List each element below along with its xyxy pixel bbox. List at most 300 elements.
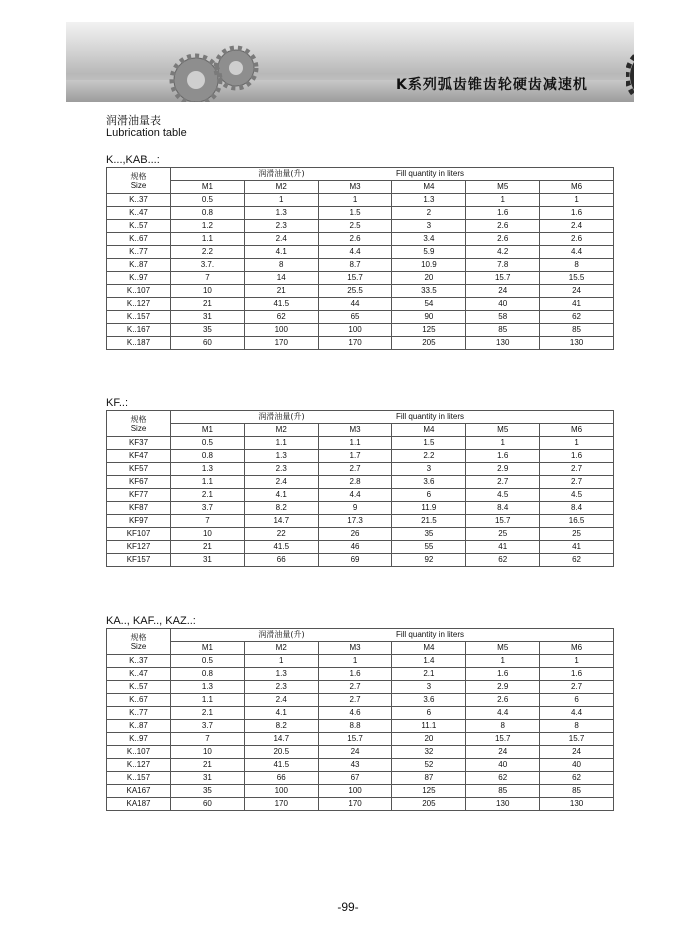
quantity-cell: 2.9 — [466, 681, 540, 694]
quantity-cell: 4.5 — [466, 489, 540, 502]
quantity-cell: 2 — [392, 207, 466, 220]
quantity-cell: 11.9 — [392, 502, 466, 515]
table-row — [107, 324, 614, 337]
col-header-m4: M4 — [392, 642, 466, 655]
quantity-cell: 43 — [318, 759, 392, 772]
quantity-cell: 62 — [244, 311, 318, 324]
size-header — [107, 168, 171, 194]
quantity-cell: 1 — [466, 655, 540, 668]
quantity-cell: 44 — [318, 298, 392, 311]
quantity-cell: 130 — [466, 337, 540, 350]
quantity-cell: 21 — [244, 285, 318, 298]
quantity-cell: 2.4 — [244, 694, 318, 707]
size-header-cn: 规格 — [130, 632, 147, 642]
quantity-cell: 4.4 — [466, 707, 540, 720]
table-row — [107, 463, 614, 476]
quantity-cell: 31 — [171, 311, 245, 324]
quantity-cell: 14.7 — [244, 515, 318, 528]
col-header-m4: M4 — [392, 181, 466, 194]
size-cell: K..157 — [107, 772, 171, 785]
col-header-m3: M3 — [318, 642, 392, 655]
quantity-cell: 2.6 — [466, 233, 540, 246]
quantity-cell: 2.7 — [466, 476, 540, 489]
quantity-cell: 21 — [171, 541, 245, 554]
quantity-cell: 14 — [244, 272, 318, 285]
quantity-cell: 2.7 — [318, 463, 392, 476]
size-cell: K..107 — [107, 285, 171, 298]
heading-chinese: 润滑油量表 — [106, 114, 161, 127]
quantity-cell: 5.9 — [392, 246, 466, 259]
quantity-cell: 3.6 — [392, 476, 466, 489]
table-row — [107, 220, 614, 233]
quantity-cell: 8.4 — [466, 502, 540, 515]
size-cell: KF57 — [107, 463, 171, 476]
quantity-cell: 2.7 — [540, 463, 614, 476]
quantity-cell: 20.5 — [244, 746, 318, 759]
quantity-cell: 1 — [540, 655, 614, 668]
quantity-cell: 2.4 — [540, 220, 614, 233]
quantity-cell: 60 — [171, 798, 245, 811]
col-header-m1: M1 — [171, 181, 245, 194]
quantity-cell: 2.3 — [244, 220, 318, 233]
quantity-cell: 100 — [244, 785, 318, 798]
quantity-cell: 65 — [318, 311, 392, 324]
quantity-cell: 31 — [171, 554, 245, 567]
quantity-cell: 8 — [540, 259, 614, 272]
quantity-cell: 3.7. — [171, 259, 245, 272]
quantity-cell: 2.2 — [392, 450, 466, 463]
quantity-cell: 9 — [318, 502, 392, 515]
table-row — [107, 733, 614, 746]
quantity-cell: 2.4 — [244, 476, 318, 489]
quantity-cell: 25 — [540, 528, 614, 541]
quantity-cell: 130 — [540, 337, 614, 350]
quantity-cell: 25 — [466, 528, 540, 541]
quantity-cell: 8 — [244, 259, 318, 272]
table-row — [107, 194, 614, 207]
size-cell: K..187 — [107, 337, 171, 350]
quantity-cell: 41 — [540, 541, 614, 554]
size-header-cn: 规格 — [130, 414, 147, 424]
table-row — [107, 759, 614, 772]
quantity-cell: 60 — [171, 337, 245, 350]
table-row — [107, 554, 614, 567]
quantity-cell: 1.5 — [392, 437, 466, 450]
quantity-cell: 7 — [171, 515, 245, 528]
table-row — [107, 681, 614, 694]
quantity-cell: 4.4 — [318, 489, 392, 502]
size-header-en: Size — [130, 180, 147, 190]
quantity-cell: 41.5 — [244, 541, 318, 554]
quantity-cell: 1.3 — [392, 194, 466, 207]
quantity-cell: 15.7 — [540, 733, 614, 746]
quantity-cell: 10 — [171, 528, 245, 541]
quantity-cell: 15.7 — [466, 272, 540, 285]
quantity-cell: 87 — [392, 772, 466, 785]
quantity-cell: 10 — [171, 746, 245, 759]
quantity-cell: 2.6 — [466, 694, 540, 707]
quantity-cell: 11.1 — [392, 720, 466, 733]
table-row — [107, 489, 614, 502]
quantity-cell: 4.6 — [318, 707, 392, 720]
quantity-cell: 2.1 — [171, 489, 245, 502]
quantity-cell: 35 — [392, 528, 466, 541]
col-header-m3: M3 — [318, 181, 392, 194]
header-banner — [66, 22, 634, 102]
quantity-cell: 46 — [318, 541, 392, 554]
size-cell: K..57 — [107, 681, 171, 694]
quantity-cell: 8 — [540, 720, 614, 733]
quantity-cell: 1.3 — [244, 450, 318, 463]
quantity-cell: 3.6 — [392, 694, 466, 707]
quantity-cell: 1.1 — [171, 233, 245, 246]
quantity-cell: 2.1 — [392, 668, 466, 681]
quantity-cell: 7 — [171, 733, 245, 746]
size-header — [107, 411, 171, 437]
size-cell: KF107 — [107, 528, 171, 541]
quantity-cell: 15.5 — [540, 272, 614, 285]
table-row — [107, 246, 614, 259]
size-cell: K..87 — [107, 259, 171, 272]
quantity-cell: 21.5 — [392, 515, 466, 528]
col-header-m2: M2 — [244, 642, 318, 655]
gear-cluster-icon — [158, 44, 268, 102]
section-label-kf: KF..: — [106, 397, 129, 409]
quantity-cell: 21 — [171, 298, 245, 311]
page-number: -99- — [337, 900, 359, 914]
col-header-m1: M1 — [171, 424, 245, 437]
quantity-cell: 1 — [466, 194, 540, 207]
quantity-cell: 4.4 — [318, 246, 392, 259]
heading-english: Lubrication table — [106, 127, 187, 139]
size-cell: K..107 — [107, 746, 171, 759]
table-row — [107, 233, 614, 246]
quantity-cell: 85 — [466, 785, 540, 798]
quantity-cell: 6 — [540, 694, 614, 707]
fill-quantity-header-en: Fill quantity in liters — [392, 168, 614, 181]
table-row — [107, 502, 614, 515]
quantity-cell: 62 — [540, 311, 614, 324]
table-row — [107, 668, 614, 681]
size-cell: K..127 — [107, 759, 171, 772]
quantity-cell: 62 — [466, 554, 540, 567]
quantity-cell: 58 — [466, 311, 540, 324]
table-row — [107, 798, 614, 811]
section-label-ka-kaf-kaz: KA.., KAF.., KAZ..: — [106, 615, 196, 627]
quantity-cell: 24 — [540, 285, 614, 298]
quantity-cell: 125 — [392, 324, 466, 337]
table-row — [107, 298, 614, 311]
quantity-cell: 2.7 — [318, 681, 392, 694]
size-cell: K..47 — [107, 207, 171, 220]
quantity-cell: 17.3 — [318, 515, 392, 528]
table-row — [107, 541, 614, 554]
col-header-m1: M1 — [171, 642, 245, 655]
quantity-cell: 1.6 — [466, 207, 540, 220]
quantity-cell: 6 — [392, 707, 466, 720]
quantity-cell: 7.8 — [466, 259, 540, 272]
table-row — [107, 746, 614, 759]
table-row — [107, 450, 614, 463]
quantity-cell: 7 — [171, 272, 245, 285]
quantity-cell: 100 — [318, 785, 392, 798]
quantity-cell: 1.6 — [540, 450, 614, 463]
quantity-cell: 2.9 — [466, 463, 540, 476]
quantity-cell: 2.7 — [540, 681, 614, 694]
quantity-cell: 67 — [318, 772, 392, 785]
quantity-cell: 125 — [392, 785, 466, 798]
table-row — [107, 259, 614, 272]
banner-title: K系列弧齿锥齿轮硬齿减速机 — [396, 77, 588, 93]
quantity-cell: 3 — [392, 463, 466, 476]
quantity-cell: 32 — [392, 746, 466, 759]
size-header-cn: 规格 — [130, 171, 147, 181]
quantity-cell: 85 — [540, 324, 614, 337]
col-header-m3: M3 — [318, 424, 392, 437]
size-header-en: Size — [130, 423, 147, 433]
size-cell: KF47 — [107, 450, 171, 463]
quantity-cell: 14.7 — [244, 733, 318, 746]
size-cell: K..37 — [107, 194, 171, 207]
table-row — [107, 476, 614, 489]
quantity-cell: 8.4 — [540, 502, 614, 515]
col-header-m4: M4 — [392, 424, 466, 437]
quantity-cell: 62 — [540, 554, 614, 567]
quantity-cell: 170 — [318, 337, 392, 350]
quantity-cell: 4.4 — [540, 246, 614, 259]
quantity-cell: 55 — [392, 541, 466, 554]
quantity-cell: 90 — [392, 311, 466, 324]
quantity-cell: 1.7 — [318, 450, 392, 463]
size-cell: K..97 — [107, 272, 171, 285]
quantity-cell: 15.7 — [466, 515, 540, 528]
size-cell: K..157 — [107, 311, 171, 324]
table-row — [107, 720, 614, 733]
quantity-cell: 1.1 — [171, 476, 245, 489]
quantity-cell: 2.8 — [318, 476, 392, 489]
size-cell: KA167 — [107, 785, 171, 798]
quantity-cell: 85 — [466, 324, 540, 337]
quantity-cell: 41.5 — [244, 759, 318, 772]
quantity-cell: 205 — [392, 798, 466, 811]
fill-quantity-header-en: Fill quantity in liters — [392, 411, 614, 424]
quantity-cell: 69 — [318, 554, 392, 567]
quantity-cell: 1 — [466, 437, 540, 450]
quantity-cell: 10 — [171, 285, 245, 298]
quantity-cell: 3 — [392, 220, 466, 233]
table-row — [107, 772, 614, 785]
table-row — [107, 707, 614, 720]
quantity-cell: 3 — [392, 681, 466, 694]
fill-quantity-header-en: Fill quantity in liters — [392, 629, 614, 642]
quantity-cell: 2.6 — [466, 220, 540, 233]
lubrication-table-ka-kaf-kaz — [106, 628, 614, 811]
size-cell: K..67 — [107, 233, 171, 246]
quantity-cell: 1 — [540, 194, 614, 207]
quantity-cell: 4.1 — [244, 707, 318, 720]
table-row — [107, 285, 614, 298]
col-header-m6: M6 — [540, 424, 614, 437]
quantity-cell: 21 — [171, 759, 245, 772]
col-header-m6: M6 — [540, 181, 614, 194]
table-row — [107, 337, 614, 350]
quantity-cell: 66 — [244, 772, 318, 785]
quantity-cell: 2.3 — [244, 681, 318, 694]
size-header-en: Size — [130, 641, 147, 651]
quantity-cell: 1.1 — [244, 437, 318, 450]
quantity-cell: 8.7 — [318, 259, 392, 272]
quantity-cell: 16.5 — [540, 515, 614, 528]
size-cell: K..47 — [107, 668, 171, 681]
quantity-cell: 35 — [171, 324, 245, 337]
size-cell: K..37 — [107, 655, 171, 668]
col-header-m5: M5 — [466, 424, 540, 437]
quantity-cell: 54 — [392, 298, 466, 311]
quantity-cell: 130 — [540, 798, 614, 811]
quantity-cell: 3.4 — [392, 233, 466, 246]
table-row — [107, 528, 614, 541]
quantity-cell: 130 — [466, 798, 540, 811]
quantity-cell: 4.4 — [540, 707, 614, 720]
quantity-cell: 1.6 — [540, 668, 614, 681]
quantity-cell: 0.5 — [171, 437, 245, 450]
quantity-cell: 1.6 — [318, 668, 392, 681]
size-cell: K..77 — [107, 707, 171, 720]
quantity-cell: 2.6 — [318, 233, 392, 246]
size-cell: KF127 — [107, 541, 171, 554]
col-header-m2: M2 — [244, 181, 318, 194]
table-row — [107, 311, 614, 324]
quantity-cell: 8.2 — [244, 720, 318, 733]
quantity-cell: 24 — [466, 746, 540, 759]
quantity-cell: 40 — [466, 298, 540, 311]
quantity-cell: 4.1 — [244, 246, 318, 259]
col-header-m2: M2 — [244, 424, 318, 437]
quantity-cell: 1.3 — [171, 463, 245, 476]
fill-quantity-header-cn: 润滑油量(升) — [171, 411, 392, 424]
table-row — [107, 207, 614, 220]
quantity-cell: 1 — [318, 194, 392, 207]
size-cell: KF157 — [107, 554, 171, 567]
quantity-cell: 0.8 — [171, 668, 245, 681]
table-row — [107, 437, 614, 450]
quantity-cell: 2.6 — [540, 233, 614, 246]
quantity-cell: 24 — [318, 746, 392, 759]
quantity-cell: 2.7 — [540, 476, 614, 489]
quantity-cell: 4.2 — [466, 246, 540, 259]
quantity-cell: 3.7 — [171, 720, 245, 733]
quantity-cell: 6 — [392, 489, 466, 502]
col-header-m6: M6 — [540, 642, 614, 655]
quantity-cell: 22 — [244, 528, 318, 541]
quantity-cell: 40 — [540, 759, 614, 772]
quantity-cell: 41 — [466, 541, 540, 554]
quantity-cell: 92 — [392, 554, 466, 567]
quantity-cell: 62 — [540, 772, 614, 785]
quantity-cell: 8.2 — [244, 502, 318, 515]
size-cell: K..127 — [107, 298, 171, 311]
quantity-cell: 31 — [171, 772, 245, 785]
quantity-cell: 170 — [244, 337, 318, 350]
lubrication-table-kf — [106, 410, 614, 567]
quantity-cell: 85 — [540, 785, 614, 798]
quantity-cell: 1.6 — [466, 668, 540, 681]
quantity-cell: 1.2 — [171, 220, 245, 233]
col-header-m5: M5 — [466, 642, 540, 655]
quantity-cell: 1.3 — [171, 681, 245, 694]
quantity-cell: 4.5 — [540, 489, 614, 502]
quantity-cell: 2.4 — [244, 233, 318, 246]
quantity-cell: 62 — [466, 772, 540, 785]
quantity-cell: 170 — [318, 798, 392, 811]
quantity-cell: 1 — [244, 194, 318, 207]
quantity-cell: 2.1 — [171, 707, 245, 720]
quantity-cell: 1 — [244, 655, 318, 668]
quantity-cell: 1.3 — [244, 668, 318, 681]
table-row — [107, 655, 614, 668]
quantity-cell: 1.5 — [318, 207, 392, 220]
quantity-cell: 40 — [466, 759, 540, 772]
quantity-cell: 24 — [466, 285, 540, 298]
quantity-cell: 8 — [466, 720, 540, 733]
quantity-cell: 41.5 — [244, 298, 318, 311]
quantity-cell: 20 — [392, 733, 466, 746]
gear-reducer-icon — [626, 46, 634, 102]
col-header-m5: M5 — [466, 181, 540, 194]
size-cell: K..77 — [107, 246, 171, 259]
quantity-cell: 3.7 — [171, 502, 245, 515]
quantity-cell: 0.8 — [171, 207, 245, 220]
section-label-k-kab: K...,KAB...: — [106, 154, 160, 166]
quantity-cell: 25.5 — [318, 285, 392, 298]
quantity-cell: 8.8 — [318, 720, 392, 733]
size-cell: KF97 — [107, 515, 171, 528]
quantity-cell: 1.4 — [392, 655, 466, 668]
size-cell: K..57 — [107, 220, 171, 233]
size-cell: K..97 — [107, 733, 171, 746]
quantity-cell: 20 — [392, 272, 466, 285]
quantity-cell: 15.7 — [318, 272, 392, 285]
quantity-cell: 0.8 — [171, 450, 245, 463]
size-cell: KF67 — [107, 476, 171, 489]
quantity-cell: 26 — [318, 528, 392, 541]
table-row — [107, 785, 614, 798]
quantity-cell: 1.1 — [318, 437, 392, 450]
fill-quantity-header-cn: 润滑油量(升) — [171, 168, 392, 181]
quantity-cell: 1.6 — [540, 207, 614, 220]
size-cell: K..67 — [107, 694, 171, 707]
size-cell: KA187 — [107, 798, 171, 811]
size-cell: KF87 — [107, 502, 171, 515]
fill-quantity-header-cn: 润滑油量(升) — [171, 629, 392, 642]
quantity-cell: 35 — [171, 785, 245, 798]
quantity-cell: 2.5 — [318, 220, 392, 233]
quantity-cell: 1.6 — [466, 450, 540, 463]
table-row — [107, 272, 614, 285]
size-header — [107, 629, 171, 655]
quantity-cell: 1.1 — [171, 694, 245, 707]
quantity-cell: 41 — [540, 298, 614, 311]
quantity-cell: 100 — [318, 324, 392, 337]
quantity-cell: 2.3 — [244, 463, 318, 476]
quantity-cell: 66 — [244, 554, 318, 567]
quantity-cell: 1.3 — [244, 207, 318, 220]
quantity-cell: 170 — [244, 798, 318, 811]
quantity-cell: 52 — [392, 759, 466, 772]
quantity-cell: 2.2 — [171, 246, 245, 259]
quantity-cell: 205 — [392, 337, 466, 350]
quantity-cell: 33.5 — [392, 285, 466, 298]
